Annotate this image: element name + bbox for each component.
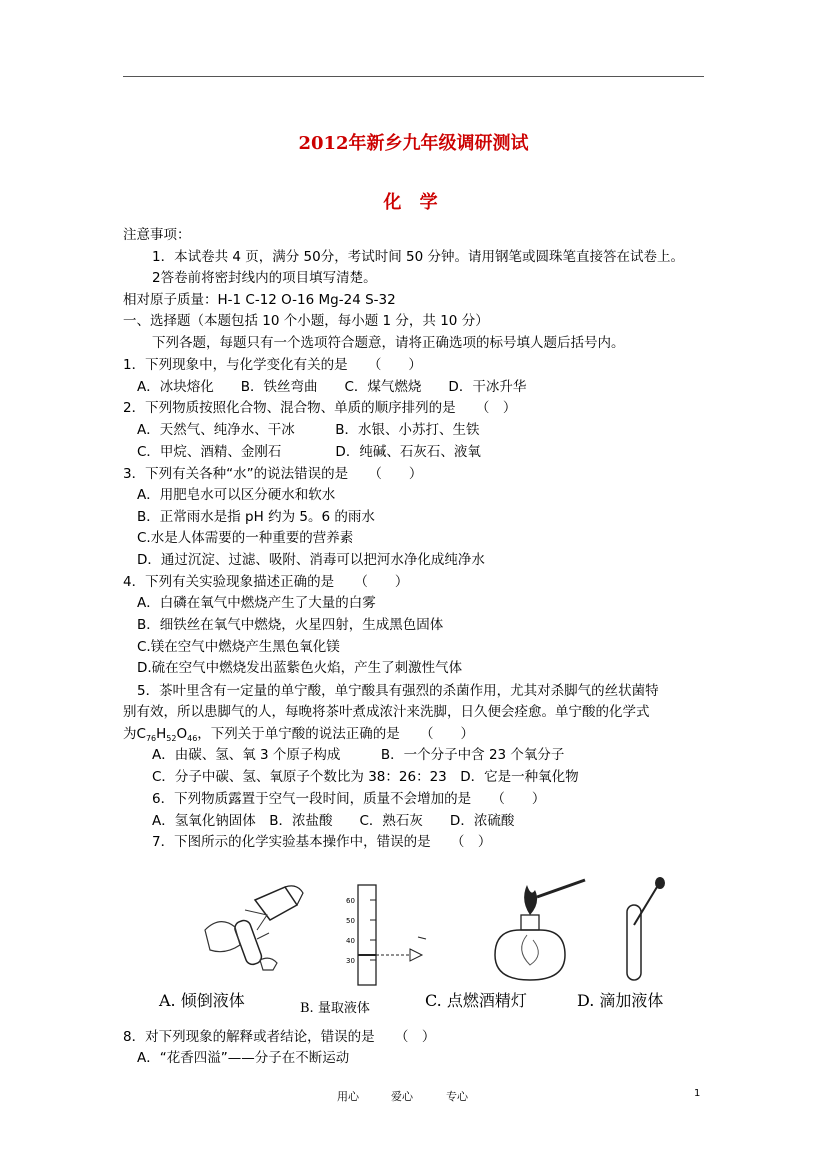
q1-stem: 1．下列现象中，与化学变化有关的是 （ ）: [123, 357, 422, 373]
figure-c-caption: C. 点燃酒精灯: [425, 991, 527, 1010]
footer-word-1: 用心: [337, 1090, 359, 1103]
q2-options-2: C．甲烷、酒精、金刚石 D．纯碱、石灰石、液氧: [137, 444, 481, 460]
pouring-liquid-figure: [185, 875, 315, 985]
footer-word-2: 爱心: [391, 1090, 413, 1103]
section1-title: 一、选择题（本题包括 10 个小题，每小题 1 分，共 10 分）: [123, 313, 489, 329]
q1-options: A．冰块熔化 B．铁丝弯曲 C．煤气燃烧 D．干冰升华: [137, 379, 527, 395]
q7-stem: 7．下图所示的化学实验基本操作中，错误的是 （ ）: [152, 834, 492, 850]
q2-stem: 2．下列物质按照化合物、混合物、单质的顺序排列的是 （ ）: [123, 400, 517, 416]
subject-title: 化 学: [383, 192, 444, 213]
figure-a-caption: A. 倾倒液体: [159, 991, 245, 1010]
section1-intro: 下列各题，每题只有一个选项符合题意，请将正确选项的标号填人题后括号内。: [152, 335, 625, 351]
q5-line-2: 别有效，所以患脚气的人，每晚将茶叶煮成浓汁来洗脚，日久便会痊愈。单宁酸的化学式: [123, 704, 650, 720]
alcohol-lamp-figure: [475, 875, 590, 990]
q4-option-a: A．白磷在氧气中燃烧产生了大量的白雾: [137, 595, 376, 611]
figure-d-caption: D. 滴加液体: [577, 991, 664, 1010]
graduated-cylinder-figure: [340, 875, 435, 990]
scale-label: 60: [346, 897, 355, 905]
q5-options-1: A．由碳、氢、氧 3 个原子构成 B．一个分子中含 23 个氧分子: [152, 747, 565, 763]
atomic-mass-line: 相对原子质量：H-1 C-12 O-16 Mg-24 S-32: [123, 292, 396, 308]
notes-item-1: 1．本试卷共 4 页，满分 50分，考试时间 50 分钟。请用钢笔或圆珠笔直接答在试卷上。: [152, 249, 684, 265]
q6-stem: 6．下列物质露置于空气一段时间，质量不会增加的是 （ ）: [152, 791, 546, 807]
q8-stem: 8．对下列现象的解释或者结论，错误的是 （ ）: [123, 1029, 436, 1045]
q3-option-a: A．用肥皂水可以区分硬水和软水: [137, 487, 336, 503]
scale-label: 40: [346, 937, 355, 945]
scale-label: 30: [346, 957, 355, 965]
notes-heading: 注意事项：: [123, 227, 191, 243]
q2-options-1: A．天然气、纯净水、干冰 B．水银、小苏打、生铁: [137, 422, 480, 438]
figure-b-caption: B. 量取液体: [300, 1001, 370, 1016]
page-number: 1: [694, 1088, 701, 1099]
q3-option-d: D．通过沉淀、过滤、吸附、消毒可以把河水净化成纯净水: [137, 552, 485, 568]
q5-line-1: 5．茶叶里含有一定量的单宁酸，单宁酸具有强烈的杀菌作用，尤其对杀脚气的丝状菌特: [137, 683, 659, 699]
q4-stem: 4．下列有关实验现象描述正确的是 （ ）: [123, 574, 409, 590]
q4-option-c: C.镁在空气中燃烧产生黑色氧化镁: [137, 639, 340, 655]
q7-figures: [155, 875, 695, 1025]
notes-item-2: 2答卷前将密封线内的项目填写清楚。: [152, 270, 377, 286]
q5-line-3: 为$C_{76}H_{52}O_{46}$，下列关于单宁酸的说法正确的是 （ ）: [123, 726, 475, 743]
q3-option-c: C.水是人体需要的一种重要的营养素: [137, 530, 354, 546]
footer-word-3: 专心: [446, 1090, 468, 1103]
scale-label: 50: [346, 917, 355, 925]
q8-option-a: A．“花香四溢”——分子在不断运动: [137, 1050, 350, 1066]
exam-title: 2012年新乡九年级调研测试: [298, 133, 529, 154]
q3-stem: 3．下列有关各种“水”的说法错误的是 （ ）: [123, 466, 423, 482]
q4-option-d: D.硫在空气中燃烧发出蓝紫色火焰，产生了刺激性气体: [137, 660, 463, 676]
q6-options: A．氢氧化钠固体 B．浓盐酸 C．熟石灰 D．浓硫酸: [152, 813, 515, 829]
q5-options-2: C．分子中碳、氢、氧原子个数比为 38：26：23 D．它是一种氧化物: [152, 769, 579, 785]
q3-option-b: B．正常雨水是指 pH 约为 5。6 的雨水: [137, 509, 375, 525]
dropper-figure: [615, 875, 675, 985]
q4-option-b: B．细铁丝在氧气中燃烧，火星四射，生成黑色固体: [137, 617, 444, 633]
header-rule: [123, 76, 704, 77]
